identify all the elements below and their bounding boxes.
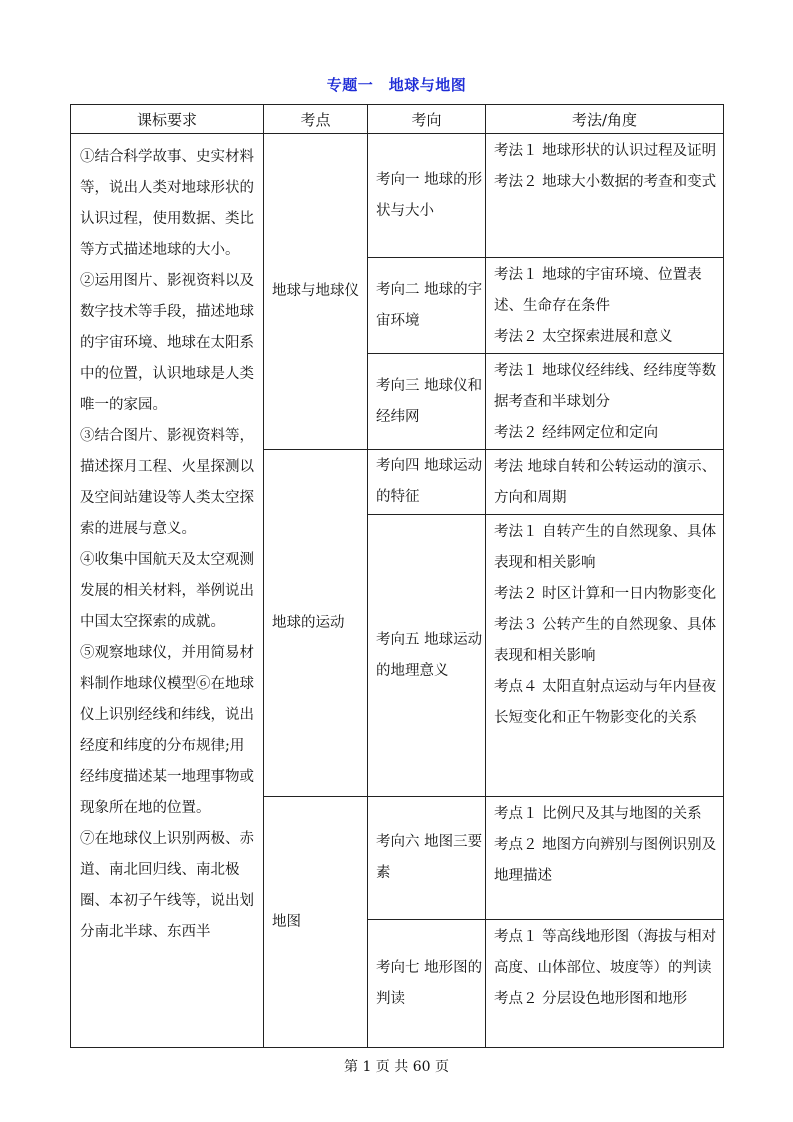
header-requirements: 课标要求 <box>71 105 264 134</box>
method-item: 考法１ 自转产生的自然现象、具体表现和相关影响 <box>494 524 717 571</box>
requirement-item: ⑤观察地球仪，并用简易材料制作地球仪模型⑥在地球仪上识别经线和纬线，说出经度和纬度的分布规律;用经纬度描述某一地理事物或现象所在地的位置。 <box>80 645 254 816</box>
table-header-row <box>71 105 724 134</box>
header-method: 考法/角度 <box>486 105 724 134</box>
direction-cell: 考向六 地图三要素 <box>368 797 486 920</box>
method-cell <box>486 920 724 1048</box>
method-cell <box>486 797 724 920</box>
requirement-item: ③结合图片、影视资料等，描述探月工程、火星探测以及空间站建设等人类太空探索的进展与意义。 <box>80 428 254 537</box>
method-item: 考法１ 地球的宇宙环境、位置表述、生命存在条件 <box>494 267 702 314</box>
direction-cell: 考向五 地球运动的地理意义 <box>368 515 486 797</box>
method-cell <box>486 258 724 354</box>
method-item: 考法２ 太空探索进展和意义 <box>494 329 673 345</box>
direction-cell: 考向四 地球运动的特征 <box>368 450 486 515</box>
method-item: 考点２ 分层设色地形图和地形 <box>494 991 688 1007</box>
topic-cell: 地球与地球仪 <box>264 134 368 450</box>
method-item: 考法２ 地球大小数据的考查和变式 <box>494 174 717 190</box>
requirement-item: ②运用图片、影视资料以及数字技术等手段，描述地球的宇宙环境、地球在太阳系中的位置，认识地球是人类唯一的家园。 <box>80 273 254 413</box>
method-item: 考点１ 比例尺及其与地图的关系 <box>494 806 702 822</box>
requirement-item: ④收集中国航天及太空观测发展的相关材料，举例说出中国太空探索的成就。 <box>80 552 254 630</box>
method-item: 考法２ 时区计算和一日内物影变化 <box>494 586 717 602</box>
topic-cell: 地图 <box>264 797 368 1048</box>
requirement-item: ⑦在地球仪上识别两极、赤道、南北回归线、南北极圈、本初子午线等，说出划分南北半球、东西半 <box>80 831 254 940</box>
method-item: 考法２ 经纬网定位和定向 <box>494 425 659 441</box>
method-cell <box>486 450 724 515</box>
method-cell <box>486 354 724 450</box>
page-title: 专题一 地球与地图 <box>326 76 467 94</box>
method-cell <box>486 515 724 797</box>
method-item: 考点１ 等高线地形图（海拔与相对高度、山体部位、坡度等）的判读 <box>494 929 717 976</box>
method-item: 考点２ 地图方向辨别与图例识别及地理描述 <box>494 837 717 884</box>
curriculum-table <box>70 104 724 1048</box>
topic-cell: 地球的运动 <box>264 450 368 797</box>
method-item: 考法 地球自转和公转运动的演示、方向和周期 <box>494 459 717 506</box>
direction-cell: 考向二 地球的宇宙环境 <box>368 258 486 354</box>
method-item: 考点４ 太阳直射点运动与年内昼夜长短变化和正午物影变化的关系 <box>494 679 717 726</box>
method-item: 考法１ 地球形状的认识过程及证明 <box>494 143 717 159</box>
direction-cell: 考向七 地形图的判读 <box>368 920 486 1048</box>
table-row <box>71 134 724 258</box>
page-number: 第 1 页 共 60 页 <box>344 1059 449 1075</box>
method-cell <box>486 134 724 258</box>
requirements-cell <box>71 134 264 1048</box>
header-topic: 考点 <box>264 105 368 134</box>
direction-cell: 考向一 地球的形状与大小 <box>368 134 486 258</box>
direction-cell: 考向三 地球仪和经纬网 <box>368 354 486 450</box>
method-item: 考法３ 公转产生的自然现象、具体表现和相关影响 <box>494 617 717 664</box>
header-direction: 考向 <box>368 105 486 134</box>
method-item: 考法１ 地球仪经纬线、经纬度等数据考查和半球划分 <box>494 363 717 410</box>
requirement-item: ①结合科学故事、史实材料等，说出人类对地球形状的认识过程，使用数据、类比等方式描述地球的大小。 <box>80 149 254 258</box>
